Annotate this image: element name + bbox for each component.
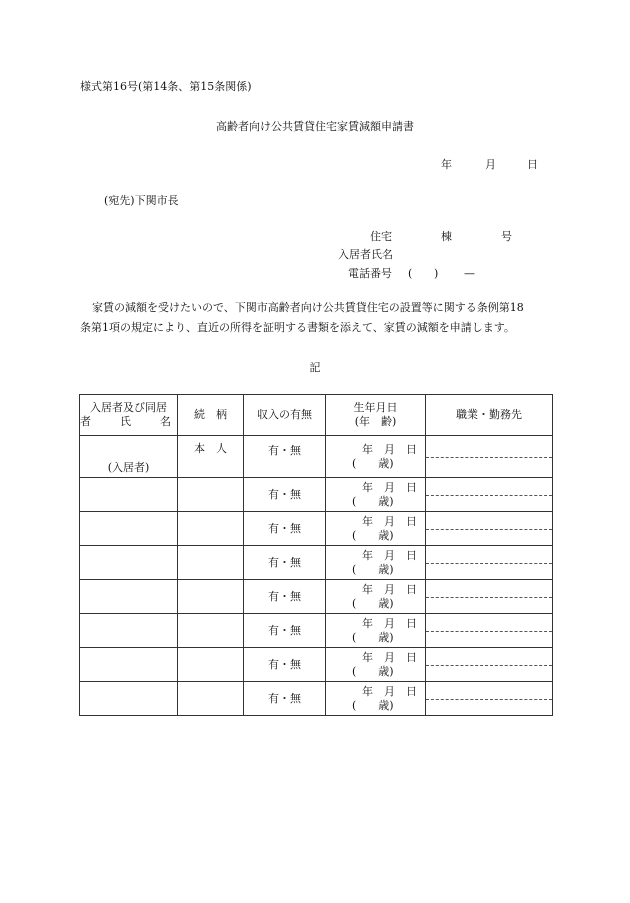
income-cell[interactable] [244,478,326,512]
birthdate-cell[interactable] [326,580,426,614]
document-title: 高齢者向け公共賃貸住宅家賃減額申請書 [216,120,414,133]
birthdate-ymd: 年 月 日 [362,616,417,630]
birthdate-ymd: 年 月 日 [362,548,417,562]
birthdate-ymd: 年 月 日 [362,514,417,528]
birthdate-ymd: 年 月 日 [362,684,417,698]
table-row [80,614,553,648]
occupation-divider [426,457,552,458]
birthdate-age: ( 歳) [352,456,394,470]
date-day-label: 日 [527,158,538,171]
housing-label: 住宅 [370,230,392,243]
building-label: 棟 [441,230,452,243]
table-row [80,682,553,716]
income-option: 有・無 [268,589,301,603]
occupation-cell[interactable] [426,478,553,512]
birthdate-ymd: 年 月 日 [362,582,417,596]
income-cell[interactable] [244,614,326,648]
income-option: 有・無 [268,487,301,501]
table-row [80,512,553,546]
header-name-line1: 入居者及び同居 [90,401,167,414]
resident-tag: (入居者) [107,461,150,474]
table-row [80,546,553,580]
header-relation: 続 柄 [178,395,244,436]
name-cell[interactable] [80,436,178,478]
body-line-1: 家賃の減額を受けたいので、下関市高齢者向け公共賃貸住宅の設置等に関する条例第18 [92,301,524,314]
name-cell[interactable] [80,648,178,682]
header-name [80,395,178,436]
birthdate-age: ( 歳) [352,596,394,610]
occupation-cell[interactable] [426,436,553,478]
income-option: 有・無 [268,691,301,705]
header-birthdate-line1: 生年月日 [353,401,398,414]
occupation-cell[interactable] [426,512,553,546]
occupation-cell[interactable] [426,648,553,682]
header-birthdate-line2: (年 齢) [354,415,397,428]
household-table [79,394,553,716]
application-body-text [80,298,560,338]
header-name-mei: 名 [160,415,171,428]
income-cell[interactable] [244,648,326,682]
income-option: 有・無 [268,521,301,535]
resident-name-label: 入居者氏名 [338,248,393,261]
relation-cell[interactable] [178,436,244,478]
relation-self: 本 人 [194,442,227,455]
relation-cell[interactable] [178,546,244,580]
income-option: 有・無 [268,657,301,671]
phone-open-paren: ( [408,267,413,280]
ki-heading: 記 [309,361,321,374]
occupation-divider [426,563,552,564]
relation-cell[interactable] [178,478,244,512]
income-cell[interactable] [244,546,326,580]
date-year-label: 年 [441,158,452,171]
occupation-cell[interactable] [426,580,553,614]
relation-cell[interactable] [178,682,244,716]
table-header-row [80,395,553,436]
room-number-label: 号 [501,230,512,243]
name-cell[interactable] [80,682,178,716]
table-row [80,436,553,478]
income-option: 有・無 [268,444,301,457]
header-name-shi: 氏 [120,415,131,428]
relation-cell[interactable] [178,614,244,648]
header-income: 収入の有無 [244,395,326,436]
occupation-divider [426,597,552,598]
table-row [80,580,553,614]
occupation-divider [426,529,552,530]
birthdate-age: ( 歳) [352,664,394,678]
birthdate-cell[interactable] [326,478,426,512]
birthdate-cell[interactable] [326,436,426,478]
relation-cell[interactable] [178,512,244,546]
birthdate-age: ( 歳) [352,698,394,712]
occupation-divider [426,495,552,496]
occupation-cell[interactable] [426,546,553,580]
birthdate-cell[interactable] [326,614,426,648]
phone-close-paren: ) [434,267,439,280]
addressee: (宛先)下関市長 [104,194,179,207]
form-number: 様式第16号(第14条、第15条関係) [80,80,252,93]
income-cell[interactable] [244,580,326,614]
birthdate-age: ( 歳) [352,562,394,576]
phone-dash: — [464,267,475,280]
table-row [80,648,553,682]
date-month-label: 月 [485,158,496,171]
occupation-divider [426,665,552,666]
occupation-cell[interactable] [426,614,553,648]
relation-cell[interactable] [178,580,244,614]
name-cell[interactable] [80,546,178,580]
date-line [441,158,538,172]
birthdate-ymd: 年 月 日 [362,650,417,664]
name-cell[interactable] [80,512,178,546]
income-option: 有・無 [268,555,301,569]
birthdate-age: ( 歳) [352,494,394,508]
income-cell[interactable] [244,512,326,546]
occupation-divider [426,699,552,700]
relation-cell[interactable] [178,648,244,682]
phone-label: 電話番号 [348,267,392,280]
income-cell[interactable] [244,682,326,716]
birthdate-cell[interactable] [326,648,426,682]
income-cell[interactable] [244,436,326,478]
table-row [80,478,553,512]
name-cell[interactable] [80,580,178,614]
birthdate-age: ( 歳) [352,630,394,644]
birthdate-ymd: 年 月 日 [362,480,417,494]
header-birthdate [326,395,426,436]
occupation-divider [426,631,552,632]
name-cell[interactable] [80,478,178,512]
birthdate-cell[interactable] [326,512,426,546]
birthdate-age: ( 歳) [352,528,394,542]
income-option: 有・無 [268,623,301,637]
header-occupation: 職業・勤務先 [426,395,553,436]
birthdate-cell[interactable] [326,546,426,580]
occupation-cell[interactable] [426,682,553,716]
body-line-2: 条第1項の規定により、直近の所得を証明する書類を添えて、家賃の減額を申請します。 [80,321,515,334]
birthdate-ymd: 年 月 日 [362,442,417,456]
header-name-sha: 者 [80,415,91,428]
name-cell[interactable] [80,614,178,648]
birthdate-cell[interactable] [326,682,426,716]
